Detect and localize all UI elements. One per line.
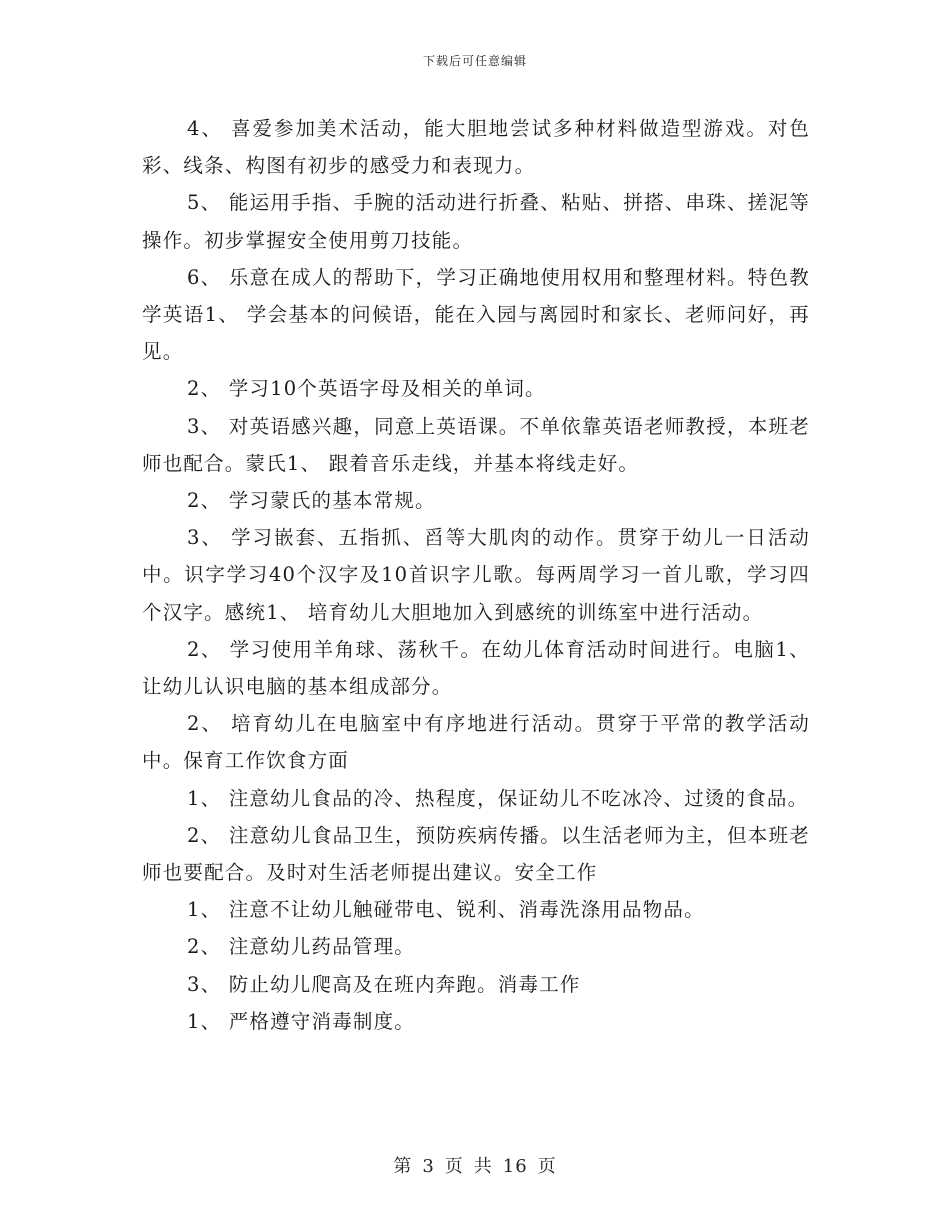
paragraph: 3、 防止幼儿爬高及在班内奔跑。消毒工作 <box>187 972 581 996</box>
paragraph: 3、 对英语感兴趣，同意上英语课。不单依靠英语老师教授，本班老师也配合。蒙氏1、 跟着音乐走线，并基本将线走好。 <box>142 414 810 475</box>
paragraph: 2、 注意幼儿食品卫生，预防疾病传播。以生活老师为主，但本班老师也要配合。及时对生活老师提出建议。安全工作 <box>142 823 810 885</box>
paragraph: 2、 学习蒙氏的基本常规。 <box>187 489 436 513</box>
paragraph: 1、 注意幼儿食品的冷、热程度，保证幼儿不吃冰冷、过烫的食品。 <box>187 786 809 810</box>
paragraph: 2、 培育幼儿在电脑室中有序地进行活动。贯穿于平常的教学活动中。保育工作饮食方面 <box>142 712 810 773</box>
current-page-number: 3 <box>422 1156 435 1177</box>
paragraph: 2、 学习使用羊角球、荡秋千。在幼儿体育活动时间进行。电脑1、 让幼儿认识电脑的基本组成部分。 <box>142 637 810 699</box>
paragraph: 6、 乐意在成人的帮助下，学习正确地使用权用和整理材料。特色教学英语1、 学会基本的问候语，能在入园与离园时和家长、老师问好，再见。 <box>142 265 810 364</box>
footer-prefix: 第 <box>393 1156 413 1177</box>
page-footer <box>0 1152 950 1178</box>
total-pages-number: 16 <box>502 1156 528 1177</box>
footer-total-label: 共 <box>473 1156 493 1177</box>
paragraph: 2、 注意幼儿药品管理。 <box>187 935 416 959</box>
paragraph: 5、 能运用手指、手腕的活动进行折叠、粘贴、拼搭、串珠、搓泥等操作。初步掌握安全使用剪刀技能。 <box>142 191 810 252</box>
paragraph: 1、 严格遵守消毒制度。 <box>187 1009 416 1033</box>
paragraph: 4、 喜爱参加美术活动，能大胆地尝试多种材料做造型游戏。对色彩、线条、构图有初步的感受力和表现力。 <box>142 117 810 178</box>
page-header: 下载后可任意编辑 <box>422 54 527 68</box>
paragraph: 2、 学习10个英语字母及相关的单词。 <box>187 377 546 401</box>
paragraph: 1、 注意不让幼儿触碰带电、锐利、消毒洗涤用品物品。 <box>187 898 705 922</box>
paragraph: 3、 学习嵌套、五指抓、舀等大肌肉的动作。贯穿于幼儿一日活动中。识字学习40个汉字及10首识字儿歌。每两周学习一首儿歌，学习四个汉字。感统1、 培育幼儿大胆地加入到感统的训练室中进行活动。 <box>142 526 810 624</box>
footer-page-unit: 页 <box>444 1156 464 1177</box>
document-body <box>142 110 810 1040</box>
footer-suffix: 页 <box>537 1156 557 1177</box>
